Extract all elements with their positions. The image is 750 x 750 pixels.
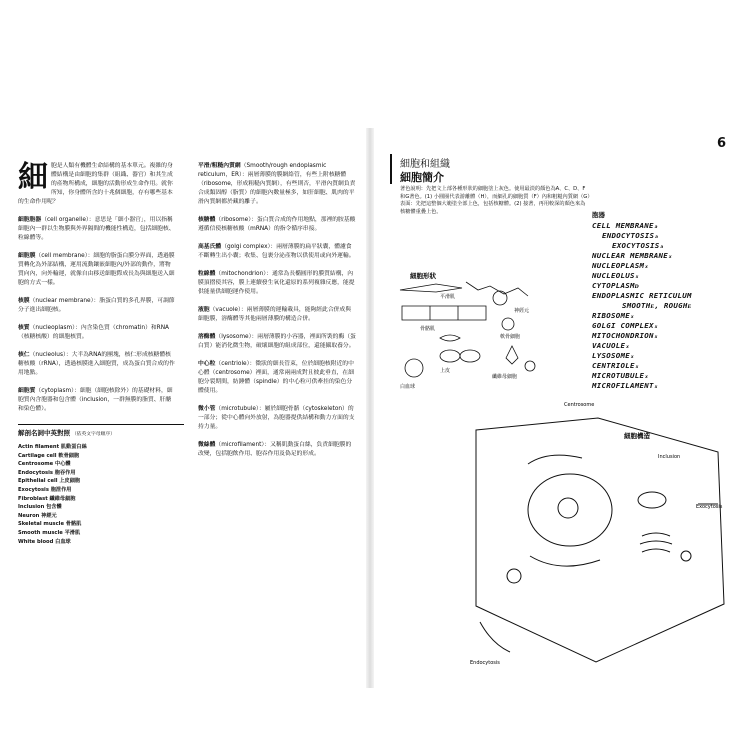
centrosome-label: Centrosome	[564, 402, 595, 408]
coloring-instructions: 著色說明：先把文上部各種形狀的細胞塗上灰色。使用最淡的顏色為A、C、D、F和G著色。(1) 小圓圈代表游離體（H），而細孔的細胞質（F）內和粗糙內質網（G）表面：先把這整個大範塗全部上色，包括核糖體。(2) 接著，再用較深的顏色來為核糖體重疊上色。	[400, 186, 590, 215]
entry-nuclear-membrane	[18, 297, 176, 315]
organelle-label: RIBOSOMEₓ	[592, 311, 635, 320]
entry-text: （microtubule）：屬於細胞骨骼（cytoskeleton）的一部分；從中心體向外放射，為胞器提供結構和動力方面的支持力量。	[198, 406, 355, 430]
entry-term: 粒線體	[198, 271, 216, 277]
entry-term: 核質	[18, 325, 30, 331]
organelle-label: VACUOLEₓ	[592, 341, 630, 350]
left-page	[16, 128, 364, 688]
section-title: 細胞簡介	[400, 171, 444, 184]
glossary-item: Cartilage cell 軟骨細胞	[18, 452, 80, 459]
glossary-item: Exocytosis 胞泄作用	[18, 486, 72, 493]
entry-text: （mitochondrion）：通常為長橢圓形的膜質結構，內膜頂摺使其容，膜上連續發生氧化還原的系列複雜反應，能提供能量供細胞運作使用。	[198, 271, 355, 295]
vacuole-shape	[507, 569, 521, 583]
organelle-label: CYTOPLASMᴅ	[592, 281, 640, 290]
entry-organelle	[18, 216, 176, 243]
organelle-label: ENDOPLASMIC RETICULUM	[592, 291, 692, 300]
golgi-complex-shape	[640, 533, 672, 552]
organelle-label: NUCLEOLUSₓ	[592, 271, 640, 280]
book-gutter	[366, 128, 374, 688]
glossary-item: Neuron 神經元	[18, 512, 57, 519]
glossary-item: Fibroblast 纖維母細胞	[18, 495, 76, 502]
fibroblast-label: 纖維母細胞	[492, 374, 518, 380]
entry-term: 中心粒	[198, 361, 216, 367]
page-number: 6	[716, 136, 726, 151]
glossary-item: Endocytosis 胞吞作用	[18, 469, 76, 476]
endoplasmic-reticulum-shape	[528, 455, 600, 566]
glossary-list	[18, 443, 176, 546]
neuron-process-shape	[466, 282, 528, 296]
entry-text: （centriole）：微狀的細長管束，位於細胞核附近的中心體（centrosome）裡面，通常兩兩成對且彼此垂直，在細胞分裂期間，紡錘體（spindle）的中心粒可供牽挂的染色分體使用。	[198, 361, 355, 394]
chapter-name: 細胞和組織	[400, 159, 450, 170]
entry-text: （cell membrane）：細胞的脂蛋白膜分界面，透過膜質轉化為外部結構，運用流動鑲嵌細胞內/外部的動作，將物質向內，向外輸運，就像自由移送細胞際成長為與細胞送入細胞的方式一樣。	[18, 253, 175, 286]
smooth-muscle-label: 平滑肌	[440, 294, 456, 300]
glossary-item: Actin filament 肌動蛋白絲	[18, 444, 87, 450]
cartilage-cell-label: 軟骨細胞	[500, 334, 521, 340]
entry-ribosome	[198, 216, 356, 234]
neuron-body-shape	[493, 291, 507, 305]
glossary-item: Smooth muscle 平滑肌	[18, 529, 81, 536]
entry-cytoplasm	[18, 387, 176, 414]
inclusion-label: Inclusion	[658, 454, 681, 460]
white-blood-cell-shape-2	[405, 359, 423, 377]
entry-mitochondrion	[198, 270, 356, 297]
organelle-label: CENTRIOLEₓ	[592, 361, 640, 370]
endocytosis-vesicle-shape	[480, 622, 510, 652]
skeletal-muscle-shape	[402, 306, 486, 320]
glossary-item: Skeletal muscle 骨骼肌	[18, 521, 82, 528]
entry-nucleoplasm	[18, 324, 176, 342]
glossary-item: Epithelial cell 上皮細胞	[18, 478, 81, 485]
entry-term: 細胞質	[18, 388, 36, 394]
entry-term: 高基氏體	[198, 244, 222, 250]
chapter-bar	[390, 154, 392, 184]
entry-nucleolus	[18, 351, 176, 378]
entry-term: 核膜	[18, 298, 30, 304]
organelle-label: CELL MEMBRANEₐ	[592, 221, 659, 230]
white-blood-cell-label: 白血球	[400, 384, 416, 390]
cell-shapes-illustration	[396, 268, 566, 394]
organelle-label: MITOCHONDRIONₓ	[592, 331, 659, 340]
entry-cell-membrane	[18, 252, 176, 288]
exocytosis-label: Exocytosis	[696, 504, 723, 510]
entry-term: 溶酶體	[198, 334, 216, 340]
chapter-heading	[400, 158, 450, 184]
intro-dropcap: 細	[18, 160, 48, 195]
nucleus-shape	[528, 474, 612, 546]
cell-structure-title: 細胞構造	[624, 432, 650, 440]
entry-text: （lysosome）：兩層薄膜的小容器，裡面所裝的酶（蛋白質）能消化微生物，破壞細胞的組成部位，還能攝取養分。	[198, 334, 356, 349]
entry-term: 微絲體	[198, 442, 216, 448]
glossary-item: Inclusion 包含體	[18, 504, 62, 511]
intro-text: 胞是人類有機體生命結構的基本單元。複雜的身體結構是由細胞的集群（組織、器官）和其生成的產物所構成，細胞的活動形成生命作用。就你所知，你身體所含約十兆個細胞，存有哪些基本的生命作用呢？	[18, 163, 173, 205]
organelle-label: GOLGI COMPLEXₓ	[592, 321, 659, 330]
smooth-muscle-cell-shape	[400, 284, 462, 292]
entry-term: 微小管	[198, 406, 216, 412]
text-column-2	[198, 162, 356, 468]
epithelial-cell-shape-3	[460, 350, 480, 362]
entry-text: （vacuole）：兩層薄膜的運輸載具，能夠經此合併成與細胞膜，溶酶體等其他兩層薄膜的構造合併。	[198, 307, 352, 322]
organelle-label: LYSOSOMEₓ	[592, 351, 635, 360]
entry-golgi	[198, 243, 356, 261]
organelle-label: NUCLEAR MEMBRANEₓ	[592, 251, 673, 260]
entry-centriole	[198, 360, 356, 396]
entry-text: （Smooth/rough endoplasmic reticulum，ER）：兩層薄膜的膜網絡管，有些上附核糖體（ribosome，形成粗糙內質網），有些則否，平滑內質網負責合成類固醇（脂質）的細胞內數量極多，如肝細胞、肌肉的平滑內質網都於藏的離子。	[198, 163, 356, 205]
cell-structure-illustration	[456, 386, 746, 676]
entry-text: （microfilament）：又稱肌動蛋白絲，負責細胞膜的改變，包括胞飲作用、胞吞作用及偽足的形成。	[198, 442, 352, 457]
mitochondrion-shape	[638, 492, 666, 508]
skeletal-muscle-label: 骨骼肌	[420, 326, 436, 332]
entry-text: （cytoplasm）：細胞（細胞核除外）的基礎材料，細胞質內含胞器和包含體（inclusion，一群無膜的脂質、肝醣和染色體）。	[18, 388, 173, 412]
entry-term: 細胞胞器	[18, 217, 42, 223]
endocytosis-label: Endocytosis	[470, 660, 500, 666]
fibroblast-shape	[506, 346, 518, 364]
entry-microfilament	[198, 441, 356, 459]
entry-term: 平滑/粗糙內質網	[198, 163, 241, 169]
entry-text: （cell organelle）：意思是「細小器官」，用以指稱細胞內一群以生物膜與外界隔間的機能性構造，包括細胞核、粒線體等。	[18, 217, 175, 241]
glossary-item: White blood 白血球	[18, 538, 71, 545]
entry-vacuole	[198, 306, 356, 324]
cell-shapes-title: 細胞形狀	[410, 272, 436, 280]
epithelial-label: 上皮	[440, 368, 451, 374]
organelle-list-title: 胞器	[592, 211, 605, 219]
organelle-label: MICROTUBULEₓ	[592, 371, 649, 380]
glossary-divider	[18, 424, 184, 425]
entry-term: 核糖體	[198, 217, 216, 223]
glossary-header	[18, 429, 176, 439]
nucleolus-shape	[558, 498, 578, 518]
entry-text: （nuclear membrane）：脂蛋白質的多孔界膜，可調節分子進出細胞核。	[18, 298, 175, 313]
glossary-title: 解剖名詞中英對照	[18, 429, 70, 437]
epithelial-cell-shape-2	[440, 350, 460, 362]
entry-text: （nucleoplasm）：內含染色質（chromatin）和RNA（核糖核酸）的細胞核質。	[18, 325, 169, 340]
entry-term: 核仁	[18, 352, 30, 358]
cell-membrane-outline	[476, 418, 724, 662]
entry-er	[198, 162, 356, 207]
glossary-note: （依英文字母順序）	[71, 432, 116, 437]
text-column-1	[18, 162, 176, 546]
glossary-item: Centrosome 中心體	[18, 461, 71, 468]
entry-text: （ribosome）：蛋白質合成的作用地點，那裡的胺基酸遵循信使核糖核酸（mRNA）的指令循序串接。	[198, 217, 356, 232]
entry-microtubule	[198, 405, 356, 432]
organelle-label: EXOCYTOSISₐ	[612, 241, 665, 250]
organelle-label: MICROFILAMENTₓ	[592, 381, 659, 390]
neuron-label: 神經元	[514, 308, 530, 314]
right-page	[376, 128, 740, 688]
entry-term: 液胞	[198, 307, 210, 313]
intro-paragraph	[18, 162, 176, 207]
organelle-list	[592, 210, 732, 391]
entry-term: 細胞膜	[18, 253, 36, 259]
organelle-label: NUCLEOPLASMₓ	[592, 261, 649, 270]
organelle-label: SMOOTHᴇ, ROUGHᴇ	[622, 301, 692, 310]
entry-text: （nucleolus）：大半為RNA的團塊，核仁形成核糖體核糖核酸（rRNA），透過核膜進入細胞質，成為蛋白質合成的作用地點。	[18, 352, 175, 376]
lysosome-shape	[681, 551, 691, 561]
organelle-label: ENDOCYTOSISₐ	[602, 231, 659, 240]
entry-text: （golgi complex）：兩層薄膜的扁平狀囊，體濾食不斷轉生出小囊；收集、包裹分泌產物以供使用或向外運輸。	[198, 244, 355, 259]
cartilage-cell-shape	[502, 318, 514, 330]
white-blood-cell-shape	[525, 361, 535, 371]
epithelial-cell-shape	[440, 335, 460, 341]
entry-lysosome	[198, 333, 356, 351]
